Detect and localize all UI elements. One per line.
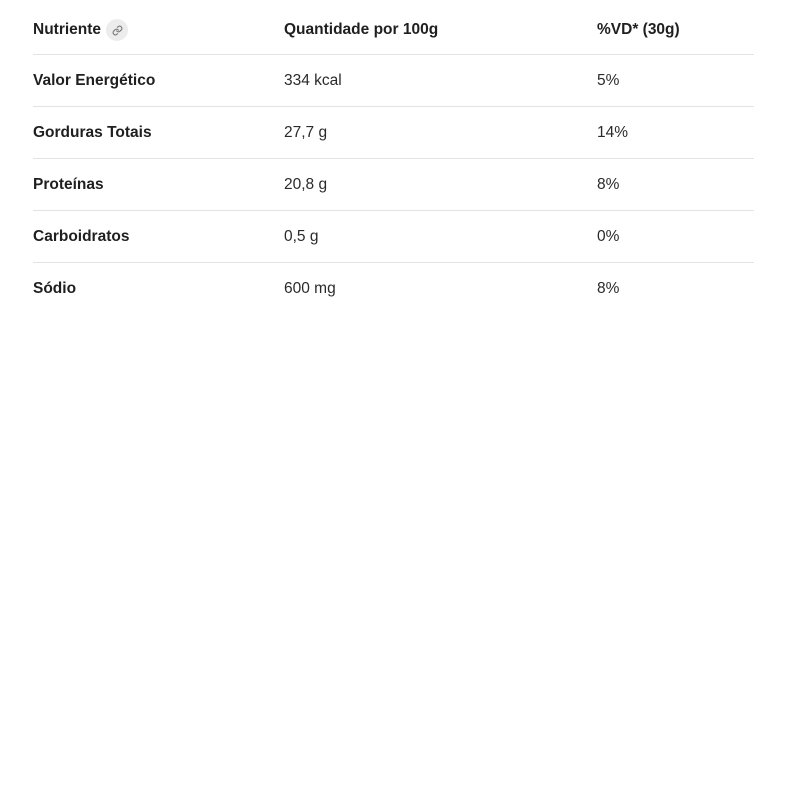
- header-nutrient-cell: [33, 19, 284, 41]
- table-row: [33, 159, 754, 211]
- nutrient-daily-value: 8%: [597, 175, 620, 193]
- table-row: [33, 211, 754, 263]
- header-quantity: Quantidade por 100g: [284, 21, 439, 38]
- nutrition-table: [33, 0, 754, 315]
- nutrient-daily-value: 14%: [597, 123, 629, 141]
- nutrient-quantity: 334 kcal: [284, 71, 342, 89]
- nutrient-daily-value: 5%: [597, 71, 620, 89]
- header-nutrient-group: [33, 19, 128, 41]
- header-daily-value: %VD* (30g): [597, 21, 680, 38]
- nutrient-quantity: 27,7 g: [284, 123, 328, 141]
- nutrient-name: Proteínas: [33, 175, 104, 193]
- header-nutrient-label: Nutriente: [33, 21, 102, 38]
- nutrient-name: Carboidratos: [33, 227, 130, 245]
- table-row: [33, 55, 754, 107]
- nutrient-name: Gorduras Totais: [33, 123, 152, 141]
- nutrient-name: Valor Energético: [33, 71, 156, 89]
- nutrient-quantity: 20,8 g: [284, 175, 328, 193]
- nutrient-quantity: 600 mg: [284, 280, 336, 297]
- nutrient-name: Sódio: [33, 280, 77, 297]
- nutrient-quantity: 0,5 g: [284, 227, 319, 245]
- nutrient-daily-value: 8%: [597, 280, 620, 297]
- nutrient-daily-value: 0%: [597, 227, 620, 245]
- table-row: [33, 107, 754, 159]
- link-icon[interactable]: [106, 19, 128, 41]
- table-row: [33, 263, 754, 315]
- table-header-row: [33, 0, 754, 55]
